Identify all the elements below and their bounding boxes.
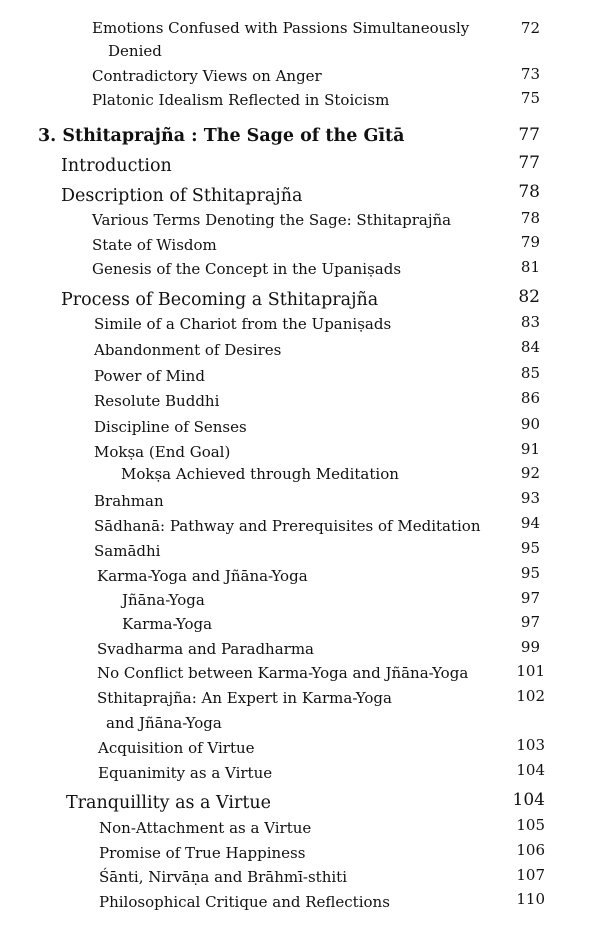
toc-entry-page: 78: [520, 209, 540, 227]
toc-entry-title: Genesis of the Concept in the Upaniṣads: [92, 260, 402, 278]
toc-entry-page: 78: [518, 182, 540, 202]
toc-entry-title: Various Terms Denoting the Sage: Sthitaprajña: [92, 211, 452, 229]
toc-subentry-title: Mokṣa Achieved through Meditation: [121, 465, 399, 483]
toc-entry-page: 81: [520, 258, 540, 276]
toc-entry-title: Platonic Idealism Reflected in Stoicism: [92, 91, 390, 109]
toc-entry-title: State of Wisdom: [92, 236, 217, 254]
toc-section-title: Introduction: [61, 156, 172, 176]
toc-entry-page: 77: [518, 125, 540, 145]
toc-entry-title: Sthitaprajña: An Expert in Karma-Yoga: [97, 689, 392, 707]
toc-section-title: Process of Becoming a Sthitaprajña: [61, 290, 379, 310]
toc-entry-title-continued: and Jñāna-Yoga: [106, 714, 222, 732]
toc-entry-title: Promise of True Happiness: [99, 844, 306, 862]
toc-entry-title: Sādhanā: Pathway and Prerequisites of Meditation: [94, 517, 481, 535]
toc-entry-page: 73: [520, 65, 540, 83]
toc-entry-page: 84: [520, 338, 540, 356]
toc-entry-page: 101: [516, 662, 545, 680]
toc-entry-title: No Conflict between Karma-Yoga and Jñāna-Yoga: [97, 664, 469, 682]
toc-section-title: Tranquillity as a Virtue: [66, 793, 272, 813]
toc-entry-title: Contradictory Views on Anger: [92, 67, 322, 85]
toc-entry-page: 86: [520, 389, 540, 407]
toc-entry-page: 94: [520, 514, 540, 532]
toc-entry-title: Svadharma and Paradharma: [97, 640, 314, 658]
toc-entry-title: Emotions Confused with Passions Simultaneously: [92, 19, 470, 37]
toc-entry-page: 104: [512, 790, 545, 810]
toc-entry-title: Karma-Yoga and Jñāna-Yoga: [97, 567, 308, 585]
toc-entry-page: 105: [516, 816, 545, 834]
toc-entry-title: Śānti, Nirvāṇa and Brāhmī-sthiti: [99, 868, 347, 886]
toc-entry-title: Discipline of Senses: [94, 418, 247, 436]
toc-entry-page: 95: [520, 539, 540, 557]
toc-entry-title-continued: Denied: [108, 42, 162, 60]
chapter-heading: 3. Sthitaprajña : The Sage of the Gītā: [38, 126, 405, 146]
toc-entry-title: Non-Attachment as a Virtue: [99, 819, 312, 837]
toc-entry-page: 77: [518, 153, 540, 173]
toc-entry-page: 91: [520, 440, 540, 458]
toc-entry-page: 97: [520, 613, 540, 631]
toc-entry-page: 110: [516, 890, 545, 908]
toc-subentry-title: Jñāna-Yoga: [122, 591, 205, 609]
toc-entry-title: Mokṣa (End Goal): [94, 443, 231, 461]
toc-entry-title: Philosophical Critique and Reflections: [99, 893, 390, 911]
toc-entry-title: Power of Mind: [94, 367, 205, 385]
toc-entry-title: Simile of a Chariot from the Upaniṣads: [94, 315, 392, 333]
toc-entry-page: 82: [518, 287, 540, 307]
toc-entry-page: 90: [520, 415, 540, 433]
toc-entry-title: Equanimity as a Virtue: [98, 764, 273, 782]
toc-entry-page: 103: [516, 736, 545, 754]
toc-entry-page: 83: [520, 313, 540, 331]
toc-entry-page: 79: [520, 233, 540, 251]
toc-entry-page: 85: [520, 364, 540, 382]
toc-entry-page: 106: [516, 841, 545, 859]
toc-entry-title: Acquisition of Virtue: [98, 739, 255, 757]
toc-entry-page: 99: [520, 638, 540, 656]
toc-entry-page: 95: [520, 564, 540, 582]
toc-section-title: Description of Sthitaprajña: [61, 186, 303, 206]
toc-subentry-title: Karma-Yoga: [122, 615, 213, 633]
toc-entry-page: 72: [520, 19, 540, 37]
toc-entry-title: Brahman: [94, 492, 164, 510]
toc-entry-page: 92: [520, 464, 540, 482]
toc-entry-page: 75: [520, 89, 540, 107]
toc-entry-page: 102: [516, 687, 545, 705]
toc-entry-title: Abandonment of Desires: [94, 341, 282, 359]
toc-entry-page: 93: [520, 489, 540, 507]
toc-entry-page: 97: [520, 589, 540, 607]
toc-entry-page: 107: [516, 866, 545, 884]
toc-entry-title: Samādhi: [94, 542, 161, 560]
toc-entry-page: 104: [516, 761, 545, 779]
toc-entry-title: Resolute Buddhi: [94, 392, 220, 410]
